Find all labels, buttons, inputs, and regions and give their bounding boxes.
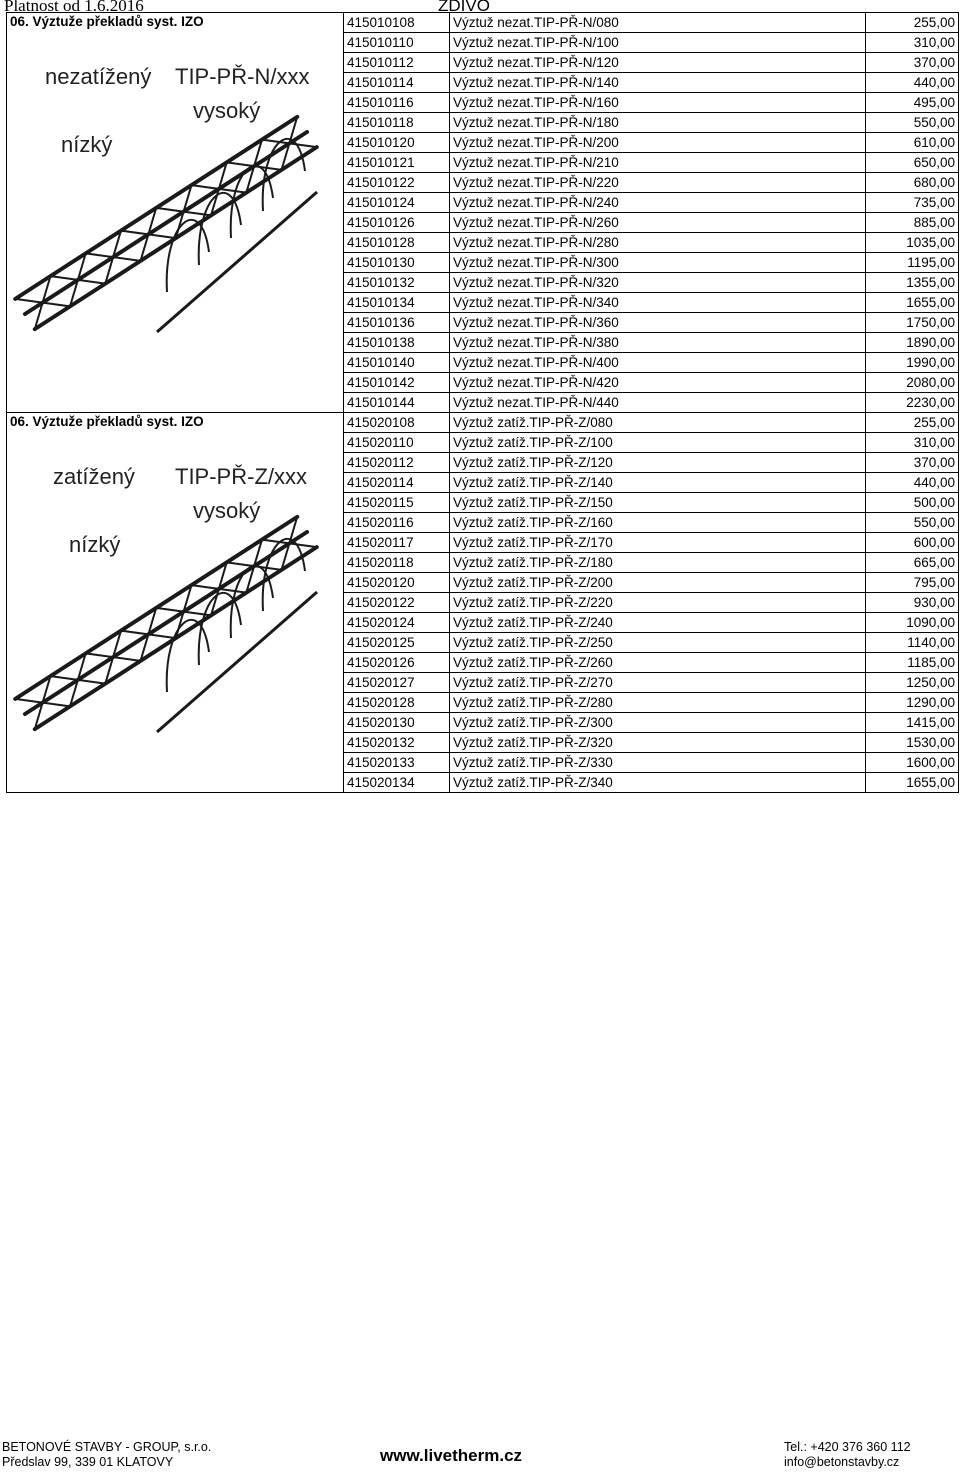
price-cell: 1290,00 [866, 693, 959, 713]
product-name-cell: Výztuž zatíž.TIP-PŘ-Z/220 [450, 593, 866, 613]
product-name-cell: Výztuž nezat.TIP-PŘ-N/300 [450, 253, 866, 273]
group-cell [7, 413, 344, 793]
price-cell: 930,00 [866, 593, 959, 613]
price-cell: 1195,00 [866, 253, 959, 273]
product-code-cell: 415020108 [344, 413, 450, 433]
page-footer [0, 1438, 960, 1473]
product-code-cell: 415010128 [344, 233, 450, 253]
caption-load-type: zatížený [53, 464, 135, 489]
price-cell: 1890,00 [866, 333, 959, 353]
product-name-cell: Výztuž nezat.TIP-PŘ-N/340 [450, 293, 866, 313]
product-code-cell: 415010130 [344, 253, 450, 273]
caption-load-type: nezatížený [45, 64, 152, 89]
price-cell: 310,00 [866, 433, 959, 453]
price-cell: 370,00 [866, 453, 959, 473]
product-name-cell: Výztuž nezat.TIP-PŘ-N/160 [450, 93, 866, 113]
product-code-cell: 415020116 [344, 513, 450, 533]
product-code-cell: 415020114 [344, 473, 450, 493]
product-name-cell: Výztuž nezat.TIP-PŘ-N/140 [450, 73, 866, 93]
product-code-cell: 415020120 [344, 573, 450, 593]
product-name-cell: Výztuž nezat.TIP-PŘ-N/280 [450, 233, 866, 253]
product-name-cell: Výztuž zatíž.TIP-PŘ-Z/260 [450, 653, 866, 673]
product-code-cell: 415020122 [344, 593, 450, 613]
product-name-cell: Výztuž nezat.TIP-PŘ-N/210 [450, 153, 866, 173]
product-name-cell: Výztuž zatíž.TIP-PŘ-Z/330 [450, 753, 866, 773]
product-name-cell: Výztuž zatíž.TIP-PŘ-Z/320 [450, 733, 866, 753]
product-name-cell: Výztuž zatíž.TIP-PŘ-Z/180 [450, 553, 866, 573]
price-cell: 255,00 [866, 13, 959, 33]
price-cell: 1990,00 [866, 353, 959, 373]
product-code-cell: 415020112 [344, 453, 450, 473]
table-row [7, 413, 959, 433]
price-cell: 550,00 [866, 513, 959, 533]
price-cell: 795,00 [866, 573, 959, 593]
product-name-cell: Výztuž zatíž.TIP-PŘ-Z/080 [450, 413, 866, 433]
product-code-cell: 415010110 [344, 33, 450, 53]
product-code-cell: 415020126 [344, 653, 450, 673]
product-code-cell: 415010126 [344, 213, 450, 233]
product-name-cell: Výztuž nezat.TIP-PŘ-N/120 [450, 53, 866, 73]
product-name-cell: Výztuž zatíž.TIP-PŘ-Z/340 [450, 773, 866, 793]
product-code-cell: 415010134 [344, 293, 450, 313]
product-name-cell: Výztuž nezat.TIP-PŘ-N/380 [450, 333, 866, 353]
footer-contact-block [784, 1440, 911, 1470]
product-code-cell: 415020110 [344, 433, 450, 453]
product-name-cell: Výztuž zatíž.TIP-PŘ-Z/300 [450, 713, 866, 733]
product-name-cell: Výztuž nezat.TIP-PŘ-N/440 [450, 393, 866, 413]
company-address: Předslav 99, 339 01 KLATOVY [2, 1455, 174, 1469]
product-code-cell: 415010108 [344, 13, 450, 33]
product-illustration [7, 432, 337, 790]
product-name-cell: Výztuž zatíž.TIP-PŘ-Z/140 [450, 473, 866, 493]
group-label: 06. Výztuže překladů syst. IZO [10, 14, 204, 29]
product-code-cell: 415010138 [344, 333, 450, 353]
product-name-cell: Výztuž zatíž.TIP-PŘ-Z/270 [450, 673, 866, 693]
product-code-cell: 415020125 [344, 633, 450, 653]
product-name-cell: Výztuž zatíž.TIP-PŘ-Z/170 [450, 533, 866, 553]
caption-product-code: TIP-PŘ-N/xxx [175, 64, 310, 89]
product-code-cell: 415010118 [344, 113, 450, 133]
product-code-cell: 415020115 [344, 493, 450, 513]
product-name-cell: Výztuž nezat.TIP-PŘ-N/260 [450, 213, 866, 233]
caption-low: nízký [69, 532, 121, 557]
footer-company-block [2, 1440, 211, 1470]
product-name-cell: Výztuž zatíž.TIP-PŘ-Z/250 [450, 633, 866, 653]
product-name-cell: Výztuž nezat.TIP-PŘ-N/320 [450, 273, 866, 293]
validity-date: Platnost od 1.6.2016 [4, 0, 144, 15]
product-code-cell: 415020127 [344, 673, 450, 693]
product-code-cell: 415010144 [344, 393, 450, 413]
company-phone: Tel.: +420 376 360 112 [784, 1440, 911, 1454]
price-cell: 650,00 [866, 153, 959, 173]
table-row [7, 13, 959, 33]
price-cell: 255,00 [866, 413, 959, 433]
product-code-cell: 415010142 [344, 373, 450, 393]
product-name-cell: Výztuž zatíž.TIP-PŘ-Z/100 [450, 433, 866, 453]
product-name-cell: Výztuž nezat.TIP-PŘ-N/200 [450, 133, 866, 153]
product-name-cell: Výztuž zatíž.TIP-PŘ-Z/200 [450, 573, 866, 593]
product-code-cell: 415010124 [344, 193, 450, 213]
product-code-cell: 415020134 [344, 773, 450, 793]
product-name-cell: Výztuž nezat.TIP-PŘ-N/360 [450, 313, 866, 333]
price-cell: 1655,00 [866, 293, 959, 313]
price-cell: 1185,00 [866, 653, 959, 673]
product-code-cell: 415010121 [344, 153, 450, 173]
product-code-cell: 415020132 [344, 733, 450, 753]
product-name-cell: Výztuž nezat.TIP-PŘ-N/220 [450, 173, 866, 193]
price-cell: 600,00 [866, 533, 959, 553]
product-name-cell: Výztuž zatíž.TIP-PŘ-Z/150 [450, 493, 866, 513]
price-cell: 680,00 [866, 173, 959, 193]
product-code-cell: 415010136 [344, 313, 450, 333]
price-cell: 500,00 [866, 493, 959, 513]
product-code-cell: 415020118 [344, 553, 450, 573]
product-code-cell: 415010132 [344, 273, 450, 293]
product-code-cell: 415020130 [344, 713, 450, 733]
product-name-cell: Výztuž nezat.TIP-PŘ-N/180 [450, 113, 866, 133]
product-name-cell: Výztuž nezat.TIP-PŘ-N/400 [450, 353, 866, 373]
price-cell: 735,00 [866, 193, 959, 213]
price-cell: 1140,00 [866, 633, 959, 653]
product-name-cell: Výztuž nezat.TIP-PŘ-N/100 [450, 33, 866, 53]
company-email[interactable]: info@betonstavby.cz [784, 1455, 900, 1469]
section-title: ZDIVO [438, 0, 490, 15]
price-cell: 885,00 [866, 213, 959, 233]
product-code-cell: 415010140 [344, 353, 450, 373]
price-cell: 440,00 [866, 473, 959, 493]
price-cell: 1655,00 [866, 773, 959, 793]
product-code-cell: 415010122 [344, 173, 450, 193]
price-cell: 610,00 [866, 133, 959, 153]
product-illustration [7, 32, 337, 410]
product-name-cell: Výztuž zatíž.TIP-PŘ-Z/160 [450, 513, 866, 533]
product-code-cell: 415010112 [344, 53, 450, 73]
price-cell: 370,00 [866, 53, 959, 73]
price-cell: 1530,00 [866, 733, 959, 753]
product-code-cell: 415010116 [344, 93, 450, 113]
product-code-cell: 415020128 [344, 693, 450, 713]
group-cell [7, 13, 344, 413]
price-cell: 1600,00 [866, 753, 959, 773]
product-name-cell: Výztuž zatíž.TIP-PŘ-Z/120 [450, 453, 866, 473]
price-cell: 2230,00 [866, 393, 959, 413]
price-cell: 310,00 [866, 33, 959, 53]
lattice-girder-drawing [15, 517, 317, 729]
caption-high: vysoký [193, 498, 261, 523]
price-cell: 1415,00 [866, 713, 959, 733]
product-name-cell: Výztuž nezat.TIP-PŘ-N/240 [450, 193, 866, 213]
price-cell: 440,00 [866, 73, 959, 93]
price-cell: 1355,00 [866, 273, 959, 293]
price-cell: 1035,00 [866, 233, 959, 253]
price-cell: 495,00 [866, 93, 959, 113]
product-name-cell: Výztuž zatíž.TIP-PŘ-Z/240 [450, 613, 866, 633]
caption-high: vysoký [193, 98, 261, 123]
product-code-cell: 415020133 [344, 753, 450, 773]
price-cell: 2080,00 [866, 373, 959, 393]
product-code-cell: 415010114 [344, 73, 450, 93]
group-label: 06. Výztuže překladů syst. IZO [10, 414, 204, 429]
product-name-cell: Výztuž zatíž.TIP-PŘ-Z/280 [450, 693, 866, 713]
price-cell: 1090,00 [866, 613, 959, 633]
price-table [6, 12, 959, 793]
company-website[interactable]: www.livetherm.cz [380, 1446, 523, 1465]
price-cell: 1250,00 [866, 673, 959, 693]
caption-low: nízký [61, 132, 113, 157]
product-code-cell: 415020124 [344, 613, 450, 633]
price-cell: 550,00 [866, 113, 959, 133]
product-code-cell: 415010120 [344, 133, 450, 153]
price-cell: 1750,00 [866, 313, 959, 333]
price-cell: 665,00 [866, 553, 959, 573]
product-code-cell: 415020117 [344, 533, 450, 553]
caption-product-code: TIP-PŘ-Z/xxx [175, 464, 307, 489]
company-name: BETONOVÉ STAVBY - GROUP, s.r.o. [2, 1440, 212, 1454]
product-name-cell: Výztuž nezat.TIP-PŘ-N/420 [450, 373, 866, 393]
product-name-cell: Výztuž nezat.TIP-PŘ-N/080 [450, 13, 866, 33]
